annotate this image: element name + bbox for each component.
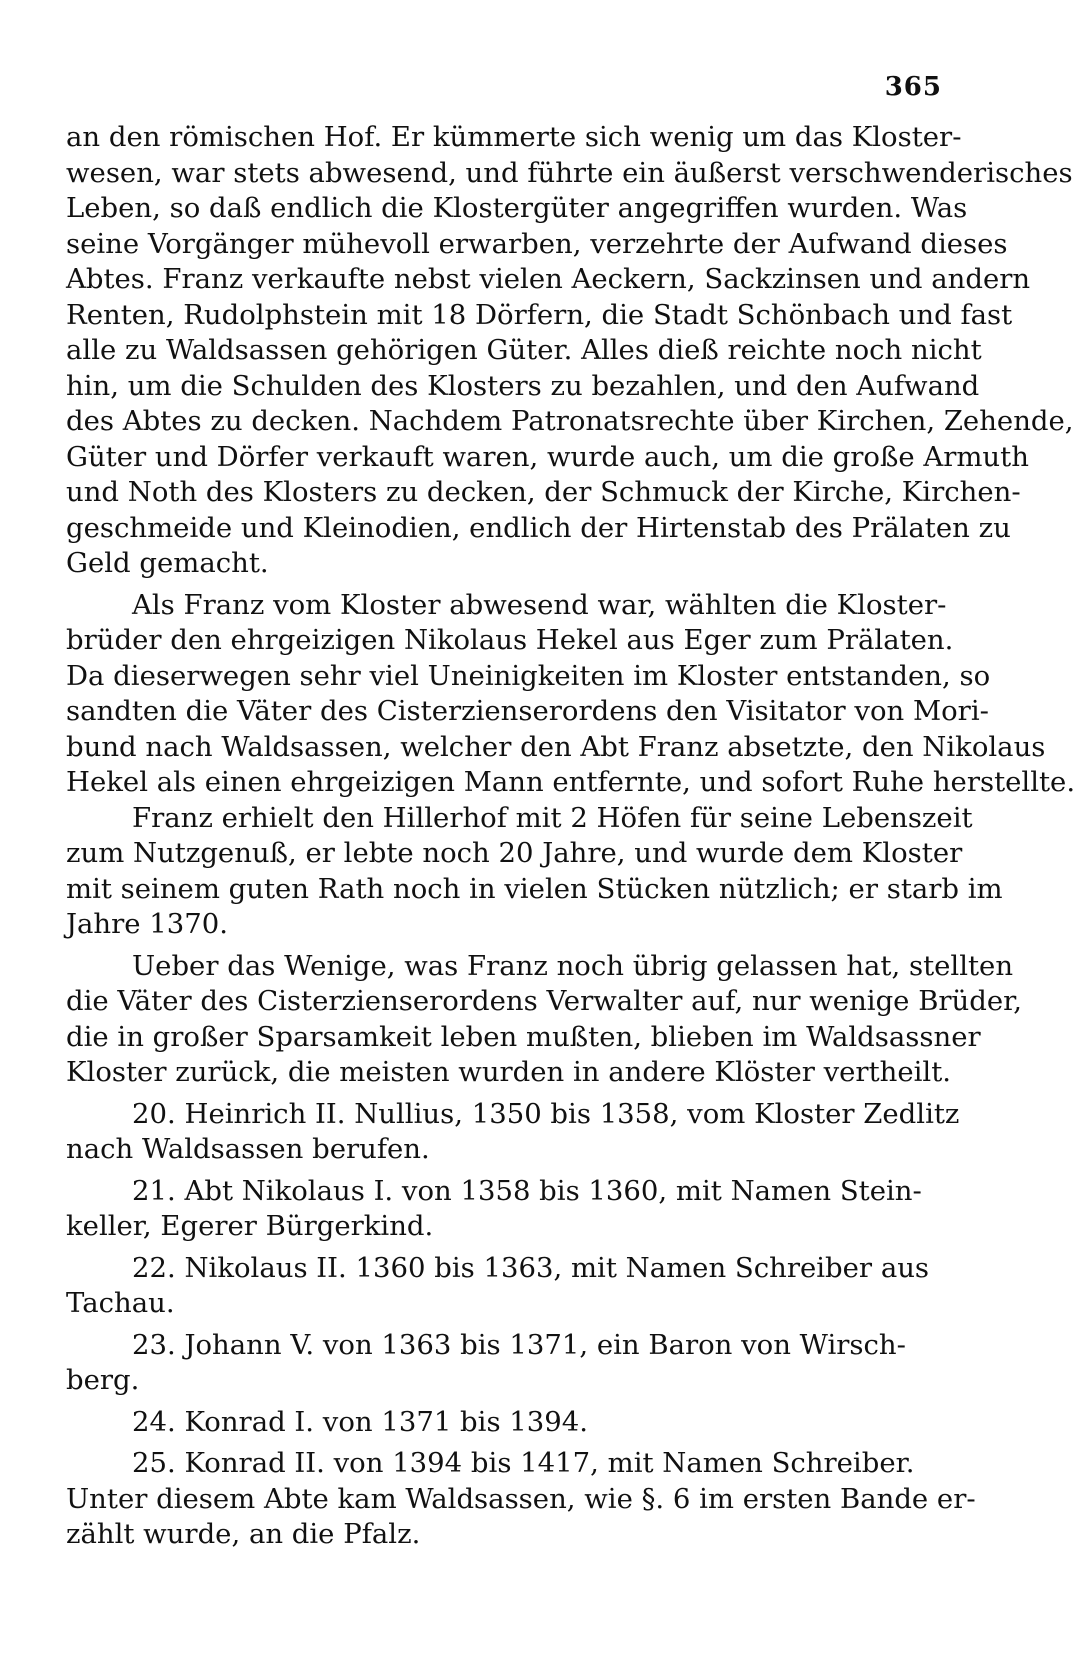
- list-entry-24: 24. Konrad I. von 1371 bis 1394.: [132, 1405, 589, 1438]
- text-line: an den römischen Hof. Er kümmerte sich wenig um das Kloster-: [66, 121, 962, 153]
- text-line: Unter diesem Abte kam Waldsassen, wie §. 6 im ersten Bande er-: [66, 1482, 976, 1515]
- page-number: 365: [884, 72, 942, 102]
- list-entry-21: 21. Abt Nikolaus I. von 1358 bis 1360, mit Namen Stein-: [132, 1174, 922, 1207]
- text-line: brüder den ehrgeizigen Nikolaus Hekel aus Eger zum Prälaten.: [66, 624, 954, 656]
- text-line: Jahre 1370.: [66, 908, 229, 940]
- text-line: Renten, Rudolphstein mit 18 Dörfern, die Stadt Schönbach und fast: [66, 298, 1013, 331]
- text-line: Da dieserwegen sehr viel Uneinigkeiten im Kloster entstanden, so: [66, 659, 991, 692]
- text-line: Franz erhielt den Hillerhof mit 2 Höfen für seine Lebenszeit: [132, 801, 973, 834]
- text-line: bund nach Waldsassen, welcher den Abt Franz absetzte, den Nikolaus: [66, 730, 1046, 763]
- list-entry-20: 20. Heinrich II. Nullius, 1350 bis 1358, vom Kloster Zedlitz: [132, 1097, 960, 1130]
- text-line: sandten die Väter des Cisterzienserordens den Visitator von Mori-: [66, 695, 989, 727]
- text-line: mit seinem guten Rath noch in vielen Stücken nützlich; er starb im: [66, 872, 1003, 905]
- list-entry-22: 22. Nikolaus II. 1360 bis 1363, mit Namen Schreiber aus: [132, 1251, 930, 1284]
- text-line: Güter und Dörfer verkauft waren, wurde auch, um die große Armuth: [66, 440, 1029, 473]
- text-line: Hekel als einen ehrgeizigen Mann entfernte, und sofort Ruhe herstellte.: [66, 766, 1075, 798]
- text-line: die in großer Sparsamkeit leben mußten, blieben im Waldsassner: [66, 1020, 981, 1053]
- list-entry-23: 23. Johann V. von 1363 bis 1371, ein Baron von Wirsch-: [132, 1328, 906, 1361]
- body-text: [66, 120, 1075, 1553]
- text-line: nach Waldsassen berufen.: [66, 1133, 430, 1165]
- text-line: berg.: [66, 1364, 140, 1396]
- text-line: Ueber das Wenige, was Franz noch übrig gelassen hat, stellten: [132, 949, 1014, 982]
- text-line: und Noth des Klosters zu decken, der Schmuck der Kirche, Kirchen-: [66, 476, 1021, 508]
- text-line: keller, Egerer Bürgerkind.: [66, 1210, 434, 1242]
- text-line: Abtes. Franz verkaufte nebst vielen Aeckern, Sackzinsen und andern: [66, 263, 1031, 295]
- text-line: wesen, war stets abwesend, und führte ein äußerst verschwenderisches: [66, 156, 1073, 189]
- text-line: zählt wurde, an die Pfalz.: [66, 1518, 421, 1550]
- list-entry-25: 25. Konrad II. von 1394 bis 1417, mit Namen Schreiber.: [132, 1447, 915, 1479]
- text-line: hin, um die Schulden des Klosters zu bezahlen, und den Aufwand: [66, 369, 980, 402]
- text-line: Geld gemacht.: [66, 547, 269, 579]
- text-line: Leben, so daß endlich die Klostergüter angegriffen wurden. Was: [66, 192, 968, 224]
- text-line: zum Nutzgenuß, er lebte noch 20 Jahre, und wurde dem Kloster: [66, 837, 963, 869]
- text-line: alle zu Waldsassen gehörigen Güter. Alles dieß reichte noch nicht: [66, 334, 982, 366]
- text-line: Als Franz vom Kloster abwesend war, wählten die Kloster-: [132, 588, 947, 621]
- text-line: die Väter des Cisterzienserordens Verwalter auf, nur wenige Brüder,: [66, 985, 1023, 1017]
- text-line: geschmeide und Kleinodien, endlich der Hirtenstab des Prälaten zu: [66, 511, 1011, 544]
- text-line: des Abtes zu decken. Nachdem Patronatsrechte über Kirchen, Zehende,: [66, 405, 1074, 437]
- text-line: Kloster zurück, die meisten wurden in andere Klöster vertheilt.: [66, 1056, 951, 1088]
- text-line: Tachau.: [66, 1287, 175, 1319]
- text-line: seine Vorgänger mühevoll erwarben, verzehrte der Aufwand dieses: [66, 227, 1008, 260]
